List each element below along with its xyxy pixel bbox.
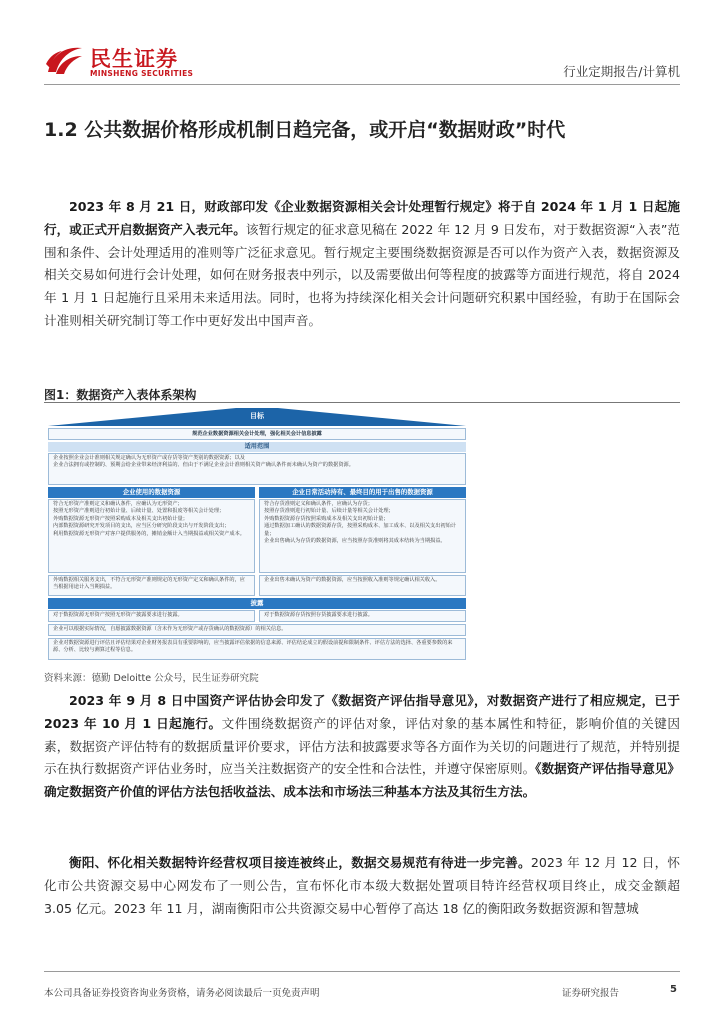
paragraph-3-body: 2023 年 12 月 12 日，怀化市公共资源交易中心网发布了一则公告，宣布怀化市本级大数据处置项目特许经营权项目终止，成交金额超 3.05 亿元。2023 年 11 月，湖南衡阳市公共资源交易中心暂停了高达 18 亿的衡阳政务数据资源和智慧城	[44, 855, 681, 916]
disclosure-voluntary-box: 企业可以根据实际情况，自愿披露数据资源（含未作为无形资产或存货确认的数据资源）的相关信息。	[48, 624, 466, 636]
figure-source: 资料来源：德勤 Deloitte 公众号，民生证券研究院	[44, 673, 259, 684]
paragraph-2-body: 文件围绕数据资产的评估对象，评估对象的基本属性和特征，影响价值的关键因素，数据资产评估特有的数据质量评价要求，评估方法和披露要求等各方面作为关切的问题进行了规范，并特别提示在执行数据资产评估业务时，应当关注数据资产的安全性和合法性，并遵守保密原则。	[44, 715, 681, 777]
right-bottom-box: 企业出售未确认为资产的数据资源，应当按照收入准则等规定确认相关收入。	[259, 575, 466, 596]
paragraph-2-tail: 《数据资产评估指导意见》确定数据资产价值的评估方法包括收益法、成本法和市场法三种基本方法及其衍生方法。	[44, 761, 681, 800]
left-item: 外购数据资源无形资产按照采购成本及相关支出初始计量；	[53, 515, 188, 522]
disclosure-band: 披露	[48, 598, 466, 609]
goal-label: 目标	[250, 412, 264, 420]
header-divider	[44, 84, 680, 85]
figure-title-rule	[44, 402, 680, 403]
left-item: 利用数据资源无形资产对客户提供服务的，摊销金额计入当期损益或相关资产成本。	[53, 530, 245, 537]
disclosure-left-box: 对于数据资源无形资产按照无形资产披露要求进行披露。	[48, 610, 255, 622]
disclosure-evaluation-box: 企业对数据资源进行评估且评估结果对企业财务报表具有重要影响的，应当披露评估依据的信息来源、评估结论成立的假设前提和限制条件、评估方法的选择、各重要参数的来源、分析、比较与测算过程等信息。	[48, 638, 466, 660]
paragraph-2-lead: 2023 年 9 月 8 日中国资产评估协会印发了《数据资产评估指导意见》，对数据资产进行了相应规定，已于 2023 年 10 月 1 日起施行。	[44, 693, 680, 731]
right-item: 企业出售确认为存货的数据资源，应当按照存货准则将其成本结转为当期损益。	[264, 538, 446, 545]
paragraph-3	[44, 852, 680, 920]
left-column-box	[48, 499, 255, 573]
left-item: 按照无形资产准则进行初始计量、后续计量、处置和报废等相关会计处理；	[53, 508, 225, 515]
scope-box	[48, 453, 466, 485]
logo-chinese-name: 民生证券	[90, 47, 178, 71]
page-header	[0, 0, 724, 92]
scope-item: 企业按照企业会计准则相关规定确认为无形资产或存货等资产类别的数据资源；以及	[53, 455, 245, 461]
left-column-band: 企业使用的数据资源	[48, 487, 255, 498]
paragraph-2	[44, 690, 680, 804]
page-number: 5	[670, 984, 677, 995]
paragraph-3-lead: 衡阳、怀化相关数据特许经营权项目接连被终止，数据交易规范有待进一步完善。	[69, 855, 531, 870]
paragraph-1-lead: 2023 年 8 月 21 日，财政部印发《企业数据资源相关会计处理暂行规定》将于自 2024 年 1 月 1 日起施行，或正式开启数据资产入表元年。	[44, 199, 680, 237]
scope-item: 企业合法拥有或控制的、预期会给企业带来经济利益的、但由于不满足企业会计准则相关资产确认条件而未确认为资产的数据资源。	[53, 462, 354, 469]
footer-divider	[44, 971, 680, 972]
right-item: 符合存货准则定义和确认条件，应确认为存货；	[264, 501, 373, 507]
company-logo[interactable]	[44, 42, 224, 82]
minsheng-logo-icon	[44, 42, 84, 78]
right-column-box	[259, 499, 466, 573]
report-type: 行业定期报告/计算机	[563, 64, 680, 79]
right-column-band: 企业日常活动持有、最终目的用于出售的数据资源	[259, 487, 466, 498]
left-item: 内部数据资源研究开发项目的支出，应当区分研究阶段支出与开发阶段支出；	[53, 523, 230, 530]
right-item: 外购数据资源存货按照采购成本及相关支出初始计量；	[264, 515, 389, 522]
data-asset-framework-diagram	[48, 408, 466, 662]
left-item: 符合无形资产准则定义和确认条件，应确认为无形资产；	[53, 501, 183, 507]
left-bottom-box: 外购数据相关服务支出，不符合无形资产准则规定的无形资产定义和确认条件的，应当根据用途计入当期损益。	[48, 575, 255, 596]
footer-label: 证券研究报告	[562, 988, 620, 999]
paragraph-1-body: 该暂行规定的征求意见稿在 2022 年 12 月 9 日发布，对于数据资源“入表”范围和条件、会计处理适用的准则等广泛征求意见。暂行规定主要围绕数据资源是否可以作为资产入表，数据资源及相关交易如何进行会计处理，如何在财务报表中列示，以及需要做出何等程度的披露等方面进行规范，将自 2024 年 1 月 1 日起施行且采用未来适用法。同时，也将为持续深化相关会计问题研究积累中国经验，有助于在国际会计准则相关研究制订等工作中更好发出中国声音。	[44, 221, 681, 328]
scope-band: 适用范围	[48, 442, 466, 452]
disclosure-right-box: 对于数据资源存货按照存货披露要求进行披露。	[259, 610, 466, 622]
section-title: 1.2 公共数据价格形成机制日趋完备，或开启“数据财政”时代	[44, 119, 566, 141]
right-item: 通过数据加工确认的数据资源存货，按照采购成本、加工成本、以及相关支出初始计量；	[264, 523, 456, 537]
footer-disclaimer[interactable]: 本公司具备证券投资咨询业务资格，请务必阅读最后一页免责声明	[44, 988, 320, 999]
goal-statement: 规范企业数据资源相关会计处理，强化相关会计信息披露	[48, 428, 466, 440]
paragraph-1	[44, 196, 680, 333]
logo-english-name: MINSHENG SECURITIES	[90, 69, 194, 78]
right-item: 按照存货准则进行初始计量、后续计量等相关会计处理；	[264, 508, 394, 515]
figure-title: 图1：数据资产入表体系架构	[44, 388, 197, 402]
